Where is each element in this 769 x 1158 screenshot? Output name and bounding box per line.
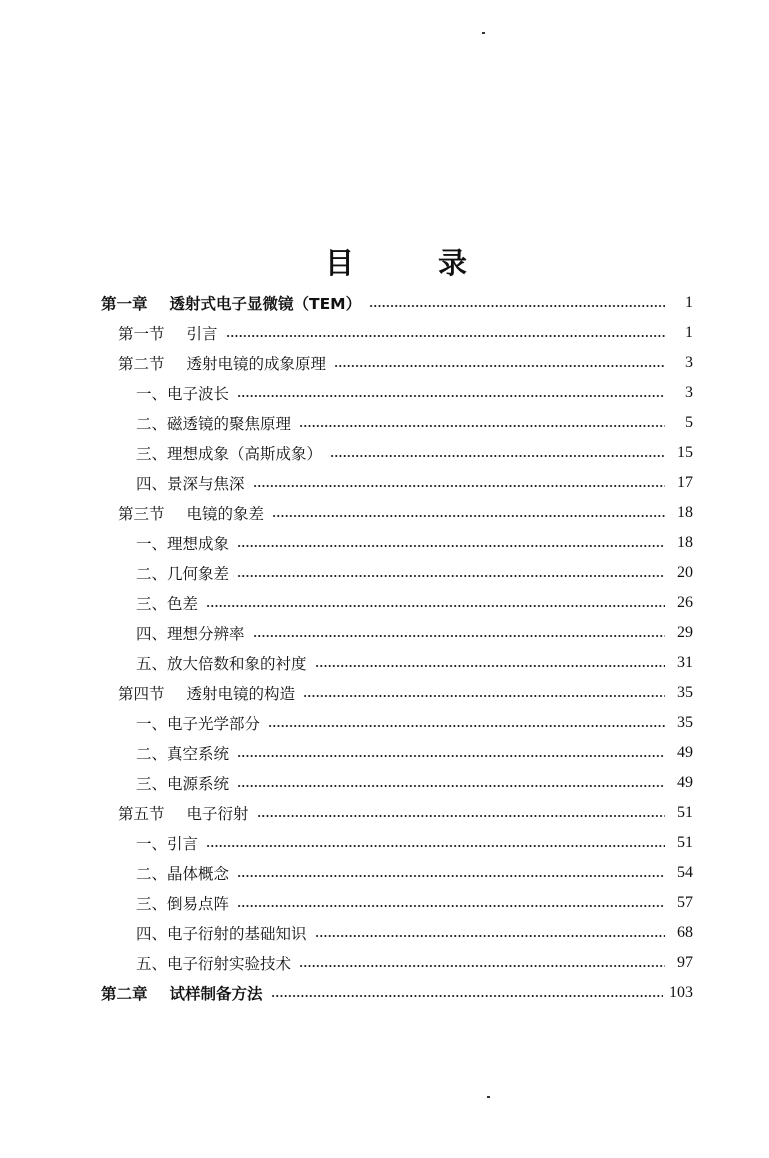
toc-label: 五、电子衍射实验技术 [136,955,292,973]
toc-entry-chapter[interactable] [101,289,693,317]
dot-leader [272,515,665,517]
dot-leader [237,875,665,877]
toc-label: 第四节 透射电镜的构造 [118,685,296,703]
toc-page-number: 3 [685,384,693,401]
scan-speck [482,32,485,34]
dot-leader [237,545,665,547]
toc-label: 三、电源系统 [136,775,230,793]
toc-label: 一、电子光学部分 [136,715,261,733]
toc-entry-section[interactable] [118,499,693,527]
toc-page-number: 49 [677,744,693,761]
toc-label: 第五节 电子衍射 [118,805,249,823]
toc-label: 第二章 试样制备方法 [101,985,263,1003]
toc-entry-subsection[interactable] [136,439,693,467]
toc-page-number: 15 [677,444,693,461]
dot-leader [253,485,665,487]
toc-entry-subsection[interactable] [136,529,693,557]
toc-page-number: 1 [685,294,693,311]
toc-label: 一、引言 [136,835,199,853]
dot-leader [271,995,663,997]
dot-leader [237,755,665,757]
toc-entry-section[interactable] [118,319,693,347]
toc-label: 第一章 透射式电子显微镜（TEM） [101,295,362,313]
toc-page-number: 31 [677,654,693,671]
page-title-char-2: 录 [438,246,468,281]
toc-label: 三、倒易点阵 [136,895,230,913]
toc-label: 二、真空系统 [136,745,230,763]
dot-leader [315,935,665,937]
toc-entry-subsection[interactable] [136,409,693,437]
toc-page-number: 103 [669,984,693,1001]
dot-leader [369,305,665,307]
dot-leader [330,455,665,457]
dot-leader [226,335,665,337]
toc-label: 一、电子波长 [136,385,230,403]
dot-leader [237,785,665,787]
toc-entry-subsection[interactable] [136,769,693,797]
dot-leader [237,905,665,907]
toc-entry-section[interactable] [118,679,693,707]
dot-leader [206,845,665,847]
toc-label: 四、电子衍射的基础知识 [136,925,307,943]
dot-leader [299,965,665,967]
toc-page-number: 51 [677,804,693,821]
toc-entry-subsection[interactable] [136,739,693,767]
dot-leader [303,695,665,697]
dot-leader [299,425,665,427]
toc-entry-subsection[interactable] [136,949,693,977]
toc-entry-subsection[interactable] [136,709,693,737]
toc-label: 四、景深与焦深 [136,475,245,493]
dot-leader [257,815,665,817]
toc-page-number: 57 [677,894,693,911]
toc-page-number: 68 [677,924,693,941]
toc-entry-subsection[interactable] [136,589,693,617]
toc-page-number: 35 [677,714,693,731]
toc-label: 二、几何象差 [136,565,230,583]
toc-label: 一、理想成象 [136,535,230,553]
dot-leader [268,725,665,727]
toc-page-number: 29 [677,624,693,641]
toc-entry-subsection[interactable] [136,649,693,677]
toc-page-number: 5 [685,414,693,431]
toc-page-number: 18 [677,534,693,551]
toc-entry-subsection[interactable] [136,469,693,497]
dot-leader [315,665,665,667]
toc-page-number: 26 [677,594,693,611]
toc-page-number: 51 [677,834,693,851]
toc-page-number: 1 [685,324,693,341]
toc-page-number: 17 [677,474,693,491]
toc-label: 三、色差 [136,595,199,613]
toc-label: 第二节 透射电镜的成象原理 [118,355,327,373]
toc-entry-section[interactable] [118,799,693,827]
toc-label: 第三节 电镜的象差 [118,505,265,523]
toc-page-number: 3 [685,354,693,371]
toc-page-number: 97 [677,954,693,971]
toc-entry-subsection[interactable] [136,619,693,647]
toc-entry-subsection[interactable] [136,859,693,887]
dot-leader [206,605,665,607]
toc-page-number: 18 [677,504,693,521]
toc-entry-subsection[interactable] [136,919,693,947]
toc-label: 五、放大倍数和象的衬度 [136,655,307,673]
toc-entry-subsection[interactable] [136,379,693,407]
toc-page-number: 20 [677,564,693,581]
toc-entry-section[interactable] [118,349,693,377]
toc-entry-subsection[interactable] [136,889,693,917]
scan-speck [487,1096,490,1098]
dot-leader [253,635,665,637]
toc-label: 四、理想分辨率 [136,625,245,643]
toc-page-number: 54 [677,864,693,881]
page-title-char-1: 目 [325,246,355,281]
toc-label: 二、晶体概念 [136,865,230,883]
toc-label: 第一节 引言 [118,325,218,343]
toc-label: 三、理想成象（高斯成象） [136,445,323,463]
dot-leader [237,575,665,577]
toc-entry-subsection[interactable] [136,559,693,587]
dot-leader [237,395,665,397]
toc-entry-subsection[interactable] [136,829,693,857]
toc-page-number: 35 [677,684,693,701]
toc-label: 二、磁透镜的聚焦原理 [136,415,292,433]
toc-entry-chapter[interactable] [101,979,693,1007]
toc-page-number: 49 [677,774,693,791]
dot-leader [334,365,665,367]
